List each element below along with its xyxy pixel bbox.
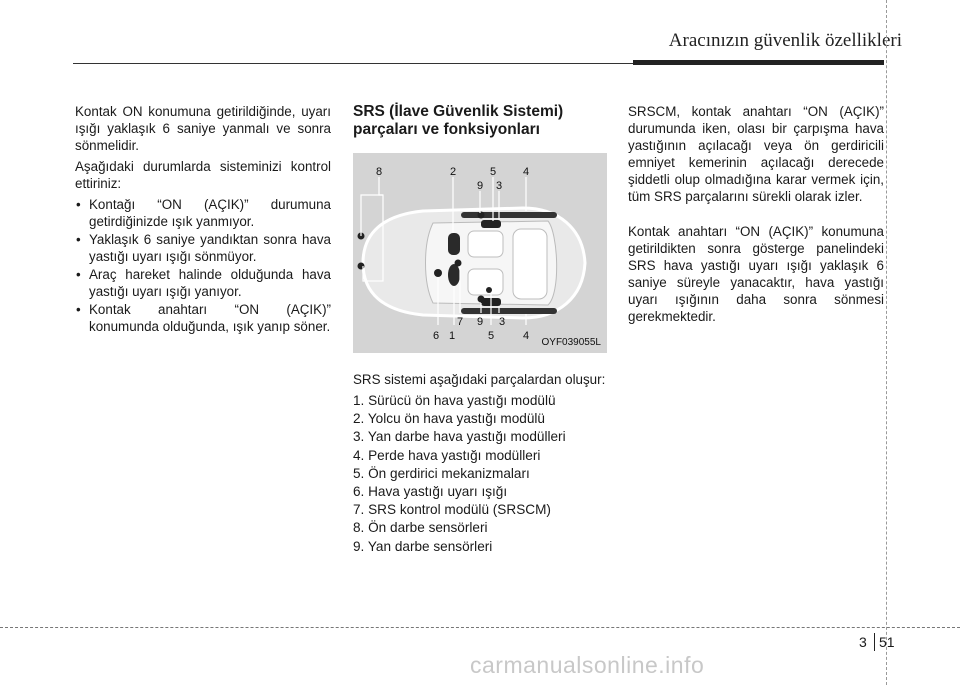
figure-label: 4 bbox=[523, 166, 530, 178]
curtain-airbag-icon bbox=[461, 308, 557, 314]
figure-label: 8 bbox=[376, 166, 383, 178]
pretensioner-icon bbox=[486, 221, 492, 227]
warning-light-intro: Kontak ON konumuna getirildiğinde, uyarı ışığı yaklaşık 6 saniye yanmalı ve sonra sönmelidir. bbox=[75, 104, 331, 153]
footer-rule bbox=[0, 627, 960, 628]
srs-components-list bbox=[353, 392, 607, 555]
list-item: 2. Yolcu ön hava yastığı modülü bbox=[353, 411, 545, 427]
page-number: 51 bbox=[879, 634, 895, 650]
margin-rule bbox=[886, 0, 887, 685]
list-item: 5. Ön gerdirici mekanizmaları bbox=[353, 465, 530, 481]
list-item: • Kontak anahtarı “ON (AÇIK)” konumunda olduğunda, ışık yanıp söner. bbox=[75, 301, 331, 335]
page-number-divider bbox=[874, 633, 875, 651]
figure-caption: OYF039055L bbox=[541, 337, 601, 348]
figure-label: 7 bbox=[457, 316, 464, 328]
srscm-paragraph: SRSCM, kontak anahtarı “ON (AÇIK)” durumunda iken, olası bir çarpışma hava yastığının açılacağı veya ön gerdiricili emniyet kemerinin açılacağı derecede şiddetli olup olmadığına karar vermek için, tüm SRS parçalarını sürekli olarak izler. bbox=[628, 104, 884, 204]
warning-light-paragraph: Kontak anahtarı “ON (AÇIK)” konumuna getirildikten sonra gösterge panelindeki SRS hava yastığı uyarı ışığı yaklaşık 6 saniye süreyle yanacaktır, hava yastığı uyarı ışığının daha sonra sönmesi gerekmektedir. bbox=[628, 224, 884, 324]
middle-column bbox=[353, 103, 607, 556]
figure-label: 9 bbox=[477, 180, 484, 192]
passenger-airbag-icon bbox=[448, 233, 460, 255]
srscm-icon bbox=[455, 260, 462, 267]
figure-label: 3 bbox=[499, 316, 506, 328]
figure-label: 3 bbox=[496, 180, 503, 192]
curtain-airbag-icon bbox=[461, 212, 557, 218]
side-sensor-icon bbox=[478, 296, 485, 303]
car-diagram bbox=[353, 153, 607, 353]
figure-label: 2 bbox=[450, 166, 457, 178]
figure-label: 6 bbox=[433, 330, 440, 342]
figure-label: 1 bbox=[449, 330, 456, 342]
chapter-number: 3 bbox=[859, 634, 867, 650]
section-title: SRS (İlave Güvenlik Sistemi) parçaları ve fonksiyonları bbox=[353, 103, 564, 138]
pretensioner-icon bbox=[486, 287, 492, 293]
list-item: • Araç hareket halinde olduğunda hava yastığı uyarı ışığı yanıyor. bbox=[75, 266, 331, 300]
list-item: 6. Hava yastığı uyarı ışığı bbox=[353, 483, 508, 499]
srs-components-figure bbox=[353, 153, 607, 353]
srs-intro: SRS sistemi aşağıdaki parçalardan oluşur: bbox=[353, 372, 606, 387]
driver-airbag-icon bbox=[448, 264, 460, 286]
list-item: 4. Perde hava yastığı modülleri bbox=[353, 447, 541, 463]
list-item: • Yaklaşık 6 saniye yandıktan sonra hava yastığı uyarı ışığı sönmüyor. bbox=[75, 231, 331, 265]
side-sensor-icon bbox=[478, 212, 485, 219]
check-conditions-list bbox=[75, 196, 331, 335]
list-item: • Kontağı “ON (AÇIK)” durumuna getirdiğinizde ışık yanmıyor. bbox=[75, 196, 331, 230]
list-item: 8. Ön darbe sensörleri bbox=[353, 520, 488, 536]
list-item: 7. SRS kontrol modülü (SRSCM) bbox=[353, 502, 551, 518]
header-rule bbox=[73, 63, 633, 64]
figure-label: 5 bbox=[490, 166, 497, 178]
list-item: 3. Yan darbe hava yastığı modülleri bbox=[353, 429, 566, 445]
figure-label: 9 bbox=[477, 316, 484, 328]
watermark: carmanualsonline.info bbox=[470, 652, 705, 678]
list-item: 9. Yan darbe sensörleri bbox=[353, 538, 493, 554]
warning-light-icon bbox=[434, 269, 442, 277]
right-column bbox=[628, 103, 884, 329]
check-conditions-lead: Aşağıdaki durumlarda sisteminizi kontrol ettiriniz: bbox=[75, 159, 331, 191]
header-rule-accent bbox=[633, 60, 884, 65]
page-header-title: Aracınızın güvenlik özellikleri bbox=[668, 30, 902, 51]
figure-label: 4 bbox=[523, 330, 530, 342]
list-item: 1. Sürücü ön hava yastığı modülü bbox=[353, 393, 556, 408]
left-column bbox=[75, 103, 331, 336]
figure-label: 5 bbox=[488, 330, 495, 342]
